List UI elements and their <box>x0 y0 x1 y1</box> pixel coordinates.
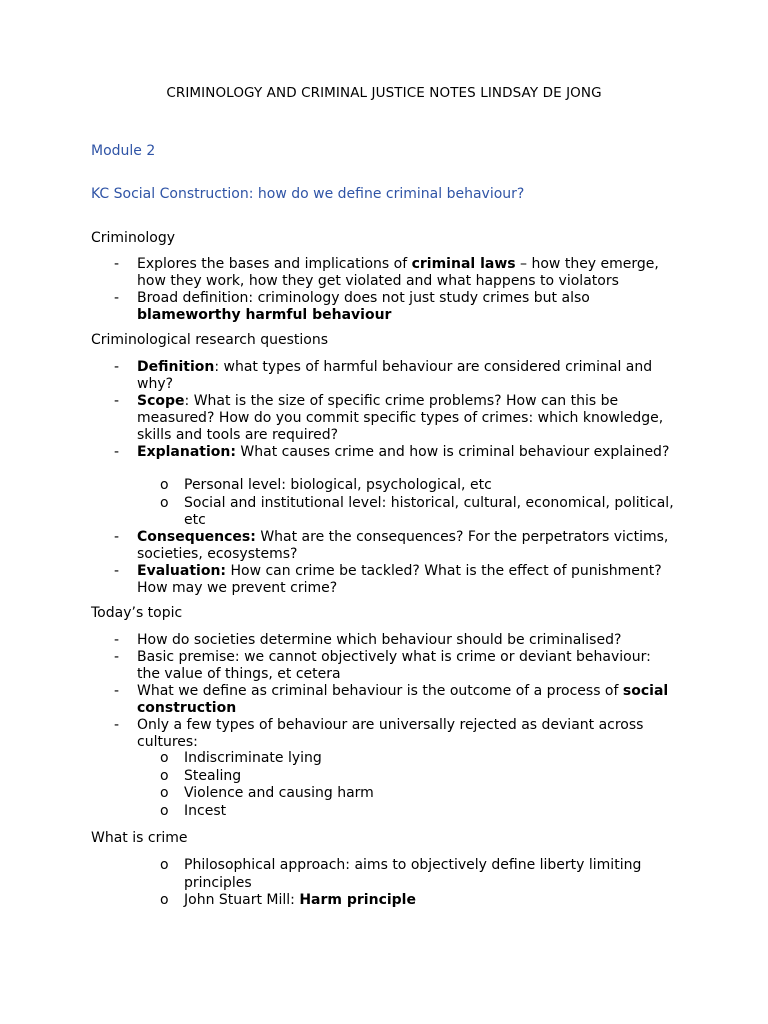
list-item: o Indiscriminate lying <box>160 750 322 766</box>
crime-sublist <box>91 857 679 910</box>
research-list-cont <box>91 529 677 597</box>
module-heading: Module 2 <box>91 143 156 159</box>
list-item: o John Stuart Mill: Harm principle <box>160 892 416 908</box>
list-item: - Definition: what types of harmful behaviour are considered criminal and why? <box>114 359 653 392</box>
document-title: CRIMINOLOGY AND CRIMINAL JUSTICE NOTES LINDSAY DE JONG <box>166 85 602 101</box>
list-item: - What we define as criminal behaviour is the outcome of a process of social construction <box>114 683 669 716</box>
list-item: - Basic premise: we cannot objectively what is crime or deviant behaviour: the value of things, et cetera <box>114 649 651 682</box>
list-item: o Violence and causing harm <box>160 785 374 801</box>
today-list <box>91 632 677 751</box>
list-item: - Consequences: What are the consequences? For the perpetrators victims, societies, ecosystems? <box>114 529 669 562</box>
list-item: - How do societies determine which behaviour should be criminalised? <box>114 632 622 648</box>
list-item: - Scope: What is the size of specific crime problems? How can this be measured? How do you commit specific types of crimes: which knowledge, skills and tools are required? <box>114 393 664 443</box>
universal-deviance-sublist <box>91 750 679 820</box>
research-heading: Criminological research questions <box>91 332 329 348</box>
list-item: o Philosophical approach: aims to objectively define liberty limiting principles <box>160 857 642 891</box>
list-item: - Explanation: What causes crime and how is criminal behaviour explained? <box>114 444 670 460</box>
explanation-sublist <box>91 477 679 530</box>
criminology-list <box>91 256 677 324</box>
list-item: o Stealing <box>160 767 242 784</box>
kc-heading: KC Social Construction: how do we define criminal behaviour? <box>91 186 525 202</box>
criminology-heading: Criminology <box>91 230 176 246</box>
list-item: - Explores the bases and implications of criminal laws – how they emerge, how they work, how they get violated and what happens to violators <box>114 256 659 289</box>
list-item: o Incest <box>160 802 227 819</box>
crime-heading: What is crime <box>91 830 188 846</box>
research-list <box>91 359 677 461</box>
list-item: - Only a few types of behaviour are universally rejected as deviant across cultures: <box>114 717 644 750</box>
list-item: - Evaluation: How can crime be tackled? What is the effect of punishment? How may we prevent crime? <box>114 563 662 596</box>
today-heading: Today’s topic <box>91 605 183 621</box>
list-item: o Personal level: biological, psychological, etc <box>160 477 492 493</box>
list-item: o Social and institutional level: historical, cultural, economical, political, etc <box>160 494 674 528</box>
list-item: - Broad definition: criminology does not just study crimes but also blameworthy harmful behaviour <box>114 290 590 323</box>
